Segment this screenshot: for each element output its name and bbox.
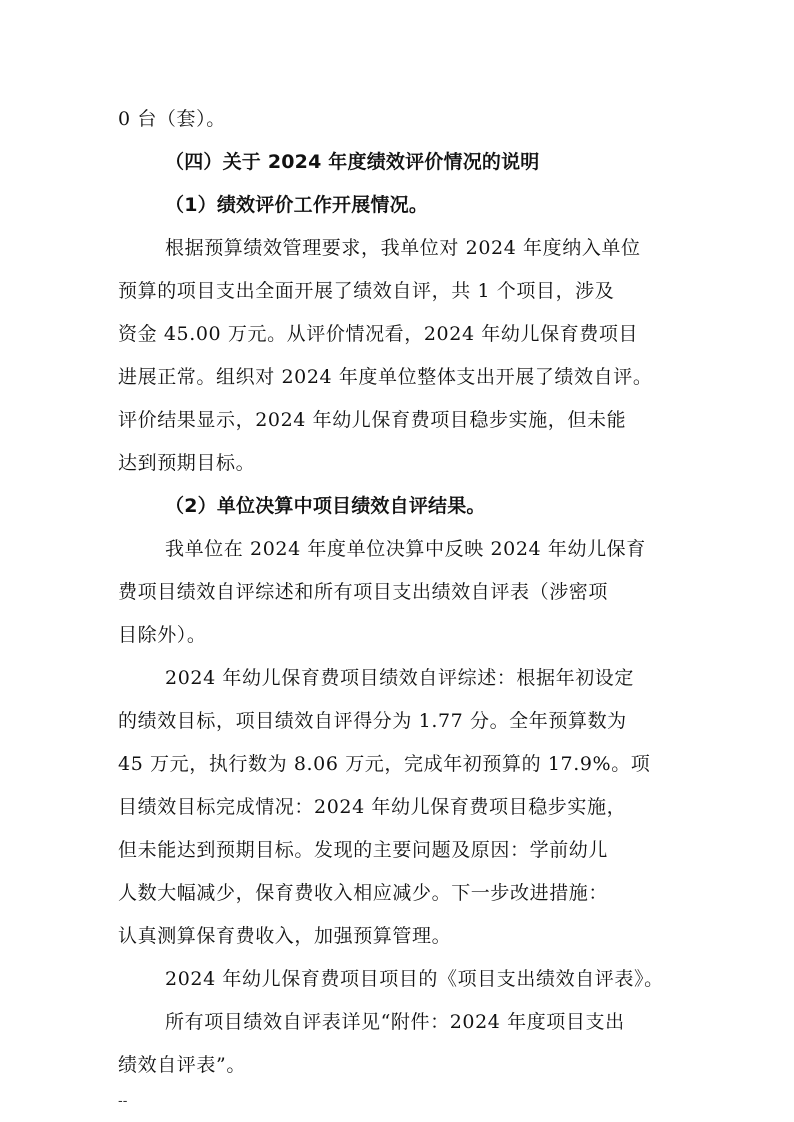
text-line: 资金 45.00 万元。从评价情况看，2024 年幼儿保育费项目 xyxy=(118,323,639,345)
text-line: 但未能达到预期目标。发现的主要问题及原因：学前幼儿 xyxy=(118,839,609,861)
text-line: 45 万元，执行数为 8.06 万元，完成年初预算的 17.9%。项 xyxy=(118,753,651,775)
text-line: 目除外）。 xyxy=(118,624,207,646)
section-heading: （四）关于 2024 年度绩效评价情况的说明 xyxy=(165,151,540,173)
text-line: 目绩效目标完成情况：2024 年幼儿保育费项目稳步实施， xyxy=(118,796,627,818)
subsection-heading: （2）单位决算中项目绩效自评结果。 xyxy=(165,495,486,517)
text-line: 人数大幅减少，保育费收入相应减少。下一步改进措施： xyxy=(118,882,609,904)
text-line: 绩效自评表”。 xyxy=(118,1054,246,1076)
text-line: 评价结果显示，2024 年幼儿保育费项目稳步实施，但未能 xyxy=(118,409,627,431)
subsection-heading: （1）绩效评价工作开展情况。 xyxy=(165,194,429,216)
text-line: 2024 年幼儿保育费项目绩效自评综述：根据年初设定 xyxy=(165,667,634,689)
text-line: 的绩效目标，项目绩效自评得分为 1.77 分。全年预算数为 xyxy=(118,710,627,732)
text-line: 所有项目绩效自评表详见“附件：2024 年度项目支出 xyxy=(165,1011,625,1033)
text-line: 认真测算保育费收入，加强预算管理。 xyxy=(118,925,452,947)
text-line: 进展正常。组织对 2024 年度单位整体支出开展了绩效自评。 xyxy=(118,366,653,388)
text-line: 达到预期目标。 xyxy=(118,452,256,474)
page-footer-mark: -- xyxy=(118,1094,128,1109)
text-line: 费项目绩效自评综述和所有项目支出绩效自评表（涉密项 xyxy=(118,581,609,603)
text-line: 根据预算绩效管理要求，我单位对 2024 年度纳入单位 xyxy=(165,237,641,259)
text-line: 0 台（套）。 xyxy=(118,108,226,130)
text-line: 预算的项目支出全面开展了绩效自评，共 1 个项目，涉及 xyxy=(118,280,615,302)
text-line: 2024 年幼儿保育费项目项目的《项目支出绩效自评表》。 xyxy=(165,968,664,990)
text-line: 我单位在 2024 年度单位决算中反映 2024 年幼儿保育 xyxy=(165,538,646,560)
